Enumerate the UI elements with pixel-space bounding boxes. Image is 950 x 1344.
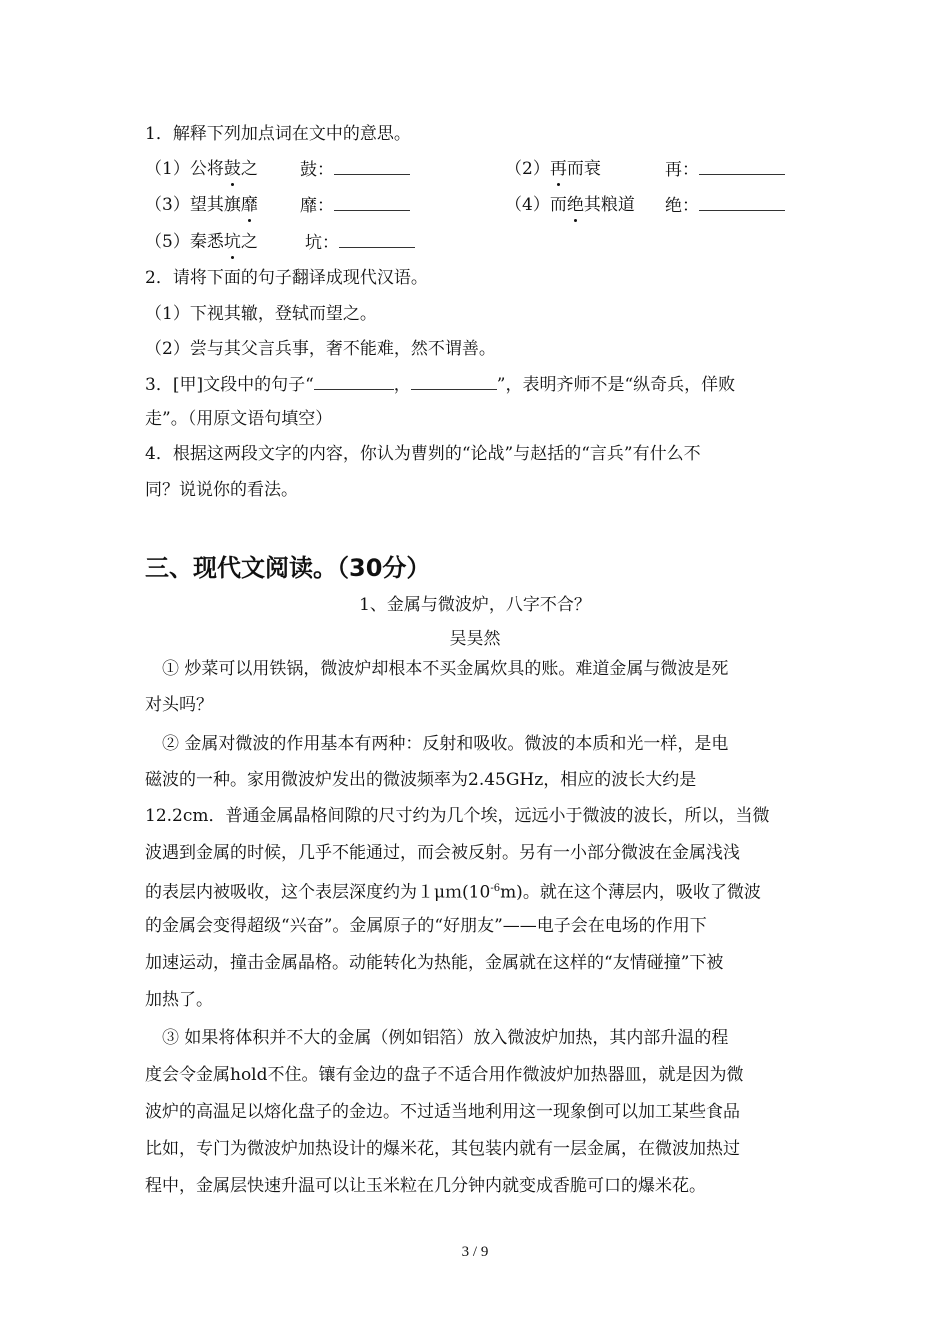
paragraph-line: 对头吗？ [145, 695, 213, 715]
q3-line-2: 走”。（用原文语句填空） [145, 409, 333, 429]
article-author: 吴昊然 [449, 629, 501, 649]
section-heading: 三、现代文阅读。（30分） [145, 554, 431, 582]
q1-title: 1．解释下列加点词在文中的意思。 [145, 124, 411, 144]
paragraph-line: 比如，专门为微波炉加热设计的爆米花，其包装内就有一层金属，在微波加热过 [145, 1139, 740, 1159]
q4-line-2: 同？说说你的看法。 [145, 480, 298, 500]
q1-item-4: （4）而绝其粮道 [505, 195, 635, 215]
q2-sentence-1: （1）下视其辙，登轼而望之。 [145, 304, 377, 324]
paragraph-line: 加速运动，撞击金属晶格。动能转化为热能，金属就在这样的“友情碰撞”下被 [145, 953, 724, 973]
paragraph-line: ③ 如果将体积并不大的金属（例如铝箔）放入微波炉加热，其内部升温的程 [145, 1028, 729, 1048]
q2-title: 2．请将下面的句子翻译成现代汉语。 [145, 268, 428, 288]
q1-item-5: （5）秦悉坑之 [145, 232, 258, 252]
paragraph-line: 12.2cm．普通金属晶格间隙的尺寸约为几个埃，远远小于微波的波长，所以，当微 [145, 806, 770, 826]
q1-item-3: （3）望其旗靡 [145, 195, 258, 215]
q2-sentence-2: （2）尝与其父言兵事，奢不能难，然不谓善。 [145, 339, 496, 359]
paragraph-line: 的金属会变得超级“兴奋”。金属原子的“好朋友”——电子会在电场的作用下 [145, 916, 707, 936]
paragraph-line: 的表层内被吸收，这个表层深度约为$1\mu m(10^{-6}m)$。就在这个薄层内，吸收了微波 [145, 882, 761, 903]
paragraph-line: 波遇到金属的时候，几乎不能通过，而会被反射。另有一小部分微波在金属浅浅 [145, 843, 740, 863]
paragraph-line: 度会令金属hold不住。镶有金边的盘子不适合用作微波炉加热器皿，就是因为微 [145, 1065, 744, 1085]
paragraph-line: 波炉的高温足以熔化盘子的金边。不过适当地利用这一现象倒可以加工某些食品 [145, 1102, 740, 1122]
q1-answer-2[interactable]: 再： [665, 158, 785, 181]
page-number: 3 / 9 [461, 1244, 489, 1260]
paragraph-line: ① 炒菜可以用铁锅，微波炉却根本不买金属炊具的账。难道金属与微波是死 [145, 659, 729, 679]
q3-blank-1[interactable] [314, 373, 394, 390]
paragraph-line: 磁波的一种。家用微波炉发出的微波频率为2.45GHz，相应的波长大约是 [145, 770, 697, 790]
q3-blank-2[interactable] [411, 373, 497, 390]
paragraph-line: ② 金属对微波的作用基本有两种：反射和吸收。微波的本质和光一样，是电 [145, 734, 729, 754]
q3-line-1: 3．[甲]文段中的句子“ ， ”，表明齐师不是“纵奇兵，佯败 [145, 375, 736, 395]
paragraph-line: 加热了。 [145, 990, 213, 1010]
q1-answer-3[interactable]: 靡： [300, 194, 410, 217]
q1-item-1: （1）公将鼓之 [145, 159, 258, 179]
q4-line-1: 4．根据这两段文字的内容，你认为曹刿的“论战”与赵括的“言兵”有什么不 [145, 444, 701, 464]
article-title: 1、金属与微波炉，八字不合？ [359, 595, 591, 615]
paragraph-line: 程中，金属层快速升温可以让玉米粒在几分钟内就变成香脆可口的爆米花。 [145, 1176, 706, 1196]
q1-answer-4[interactable]: 绝： [665, 194, 785, 217]
q1-item-2: （2）再而衰 [505, 159, 601, 179]
q1-answer-5[interactable]: 坑： [305, 231, 415, 254]
q1-answer-1[interactable]: 鼓： [300, 158, 410, 181]
